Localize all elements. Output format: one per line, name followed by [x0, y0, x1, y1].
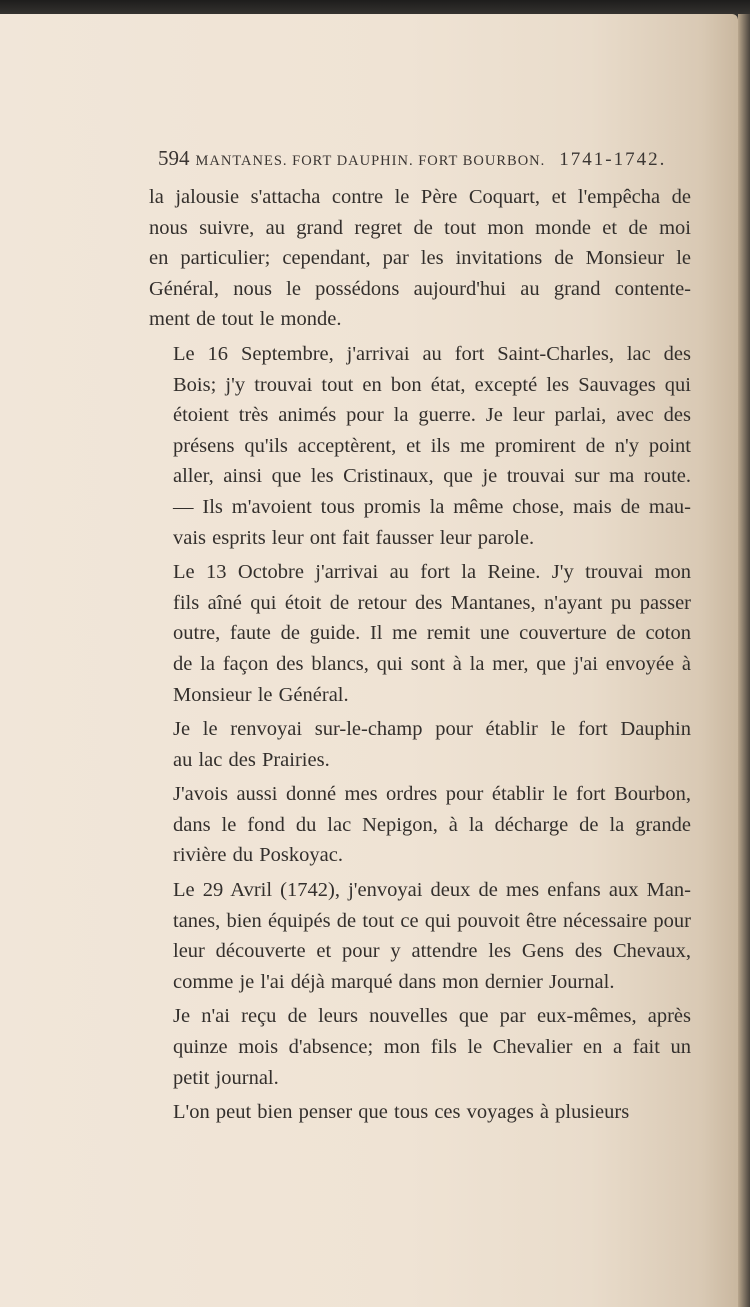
text-line: Monsieur le Général. — [173, 683, 349, 706]
text-line: leur découverte et pour y attendre les Gens des Chevaux, — [173, 940, 691, 963]
body-text — [149, 182, 691, 1132]
text-line: dans le fond du lac Nepigon, à la décharge de la grande — [173, 813, 691, 836]
text-line: tanes, bien équipés de tout ce qui pouvoit être nécessaire pour — [173, 909, 691, 932]
paragraph — [149, 779, 691, 871]
text-line: Le 13 Octobre j'arrivai au fort la Reine. J'y trouvai mon — [173, 561, 691, 584]
paragraph — [149, 182, 691, 335]
text-line: en particulier; cependant, par les invitations de Monsieur le — [149, 247, 691, 270]
text-line: la jalousie s'attacha contre le Père Coquart, et l'empêcha de — [149, 186, 691, 208]
text-line: au lac des Prairies. — [173, 748, 330, 771]
text-line: L'on peut bien penser que tous ces voyages à plusieurs — [173, 1101, 630, 1124]
paragraph — [149, 1097, 691, 1128]
text-line: rivière du Poskoyac. — [173, 844, 343, 867]
text-line: Le 16 Septembre, j'arrivai au fort Saint-Charles, lac des — [173, 342, 691, 365]
text-line: quinze mois d'absence; mon fils le Chevalier en a fait un — [173, 1036, 691, 1059]
paragraph — [149, 875, 691, 997]
running-header — [158, 146, 678, 171]
header-years: 1741-1742. — [559, 149, 667, 170]
text-line: présens qu'ils acceptèrent, et ils me promirent de n'y point — [173, 434, 691, 457]
text-line: aller, ainsi que les Cristinaux, que je trouvai sur ma route. — [173, 465, 691, 488]
paragraph — [149, 714, 691, 775]
text-line: étoient très animés pour la guerre. Je leur parlai, avec des — [173, 404, 691, 427]
text-line: de la façon des blancs, qui sont à la mer, que j'ai envoyée à — [173, 652, 691, 675]
text-line: — Ils m'avoient tous promis la même chose, mais de mau- — [173, 495, 691, 518]
page-number: 594 — [158, 146, 190, 170]
text-line: comme je l'ai déjà marqué dans mon dernier Journal. — [173, 970, 615, 993]
text-line: petit journal. — [173, 1066, 279, 1089]
text-line: nous suivre, au grand regret de tout mon monde et de moi — [149, 216, 691, 239]
page-edge-shadow — [738, 14, 750, 1307]
paragraph — [149, 557, 691, 710]
text-line: J'avois aussi donné mes ordres pour établir le fort Bourbon, — [173, 783, 691, 806]
text-line: Le 29 Avril (1742), j'envoyai deux de mes enfans aux Man- — [173, 879, 691, 902]
text-line: ment de tout le monde. — [149, 308, 342, 331]
running-title: MANTANES. FORT DAUPHIN. FORT BOURBON. — [195, 153, 546, 169]
text-line: outre, faute de guide. Il me remit une couverture de coton — [173, 622, 691, 645]
text-line: fils aîné qui étoit de retour des Mantanes, n'ayant pu passer — [173, 591, 691, 614]
text-line: Général, nous le possédons aujourd'hui au grand contente- — [149, 277, 691, 300]
paragraph — [149, 1001, 691, 1093]
paragraph — [149, 339, 691, 553]
text-line: Bois; j'y trouvai tout en bon état, excepté les Sauvages qui — [173, 373, 691, 396]
text-line: Je n'ai reçu de leurs nouvelles que par eux-mêmes, après — [173, 1005, 691, 1028]
text-line: vais esprits leur ont fait fausser leur parole. — [173, 526, 535, 549]
text-line: Je le renvoyai sur-le-champ pour établir le fort Dauphin — [173, 718, 691, 741]
